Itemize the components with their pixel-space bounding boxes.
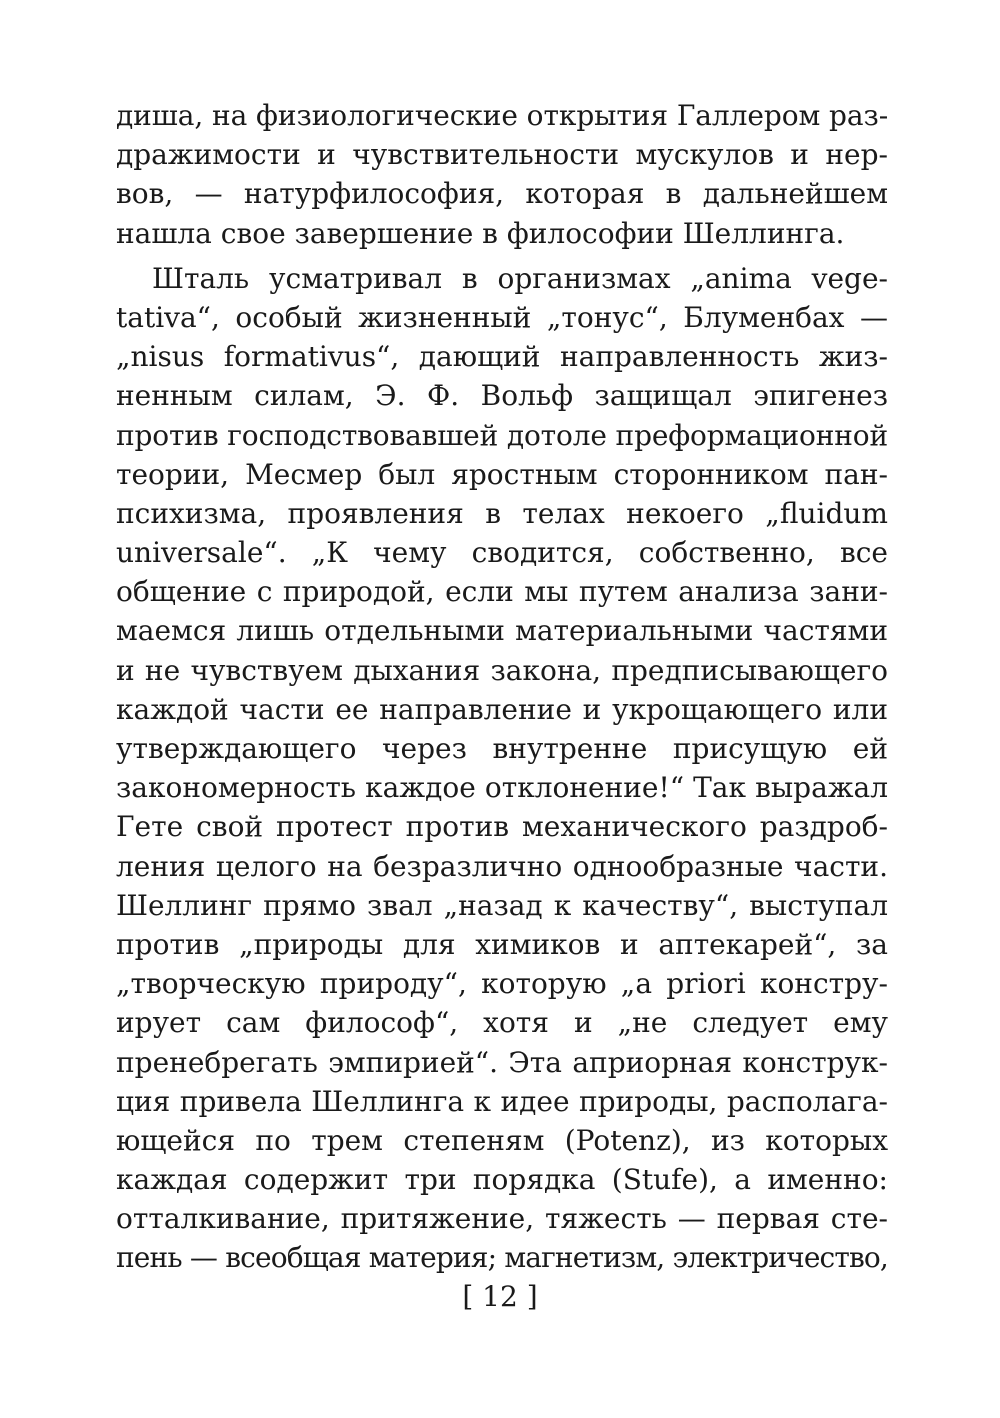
- text-line: ления целого на безразлично однообразные части.: [116, 849, 888, 883]
- text-line: ирует сам философ“, хотя и „не следует ему: [116, 1006, 888, 1040]
- text-line: диша, на физиологические открытия Галлером раз-: [116, 99, 889, 132]
- text-line: „творческую природу“, которую „a priori констру-: [116, 967, 888, 1001]
- text-line: ция привела Шеллинга к идее природы, располага-: [116, 1084, 888, 1118]
- text-line: ненным силам, Э. Ф. Вольф защищал эпигенез: [116, 379, 888, 413]
- text-line: против господствовавшей дотоле преформационной: [116, 418, 888, 452]
- text-line: „nisus formativus“, дающий направленность жиз-: [116, 340, 888, 374]
- text-line: против „природы для химиков и аптекарей“, за: [116, 927, 888, 961]
- text-line: нашла свое завершение в философии Шеллинга.: [116, 216, 845, 250]
- text-line: закономерность каждое отклонение!“ Так выражал: [116, 771, 888, 805]
- page-number: [ 12 ]: [462, 1280, 538, 1313]
- body-text: [116, 96, 888, 1278]
- text-line: Шеллинг прямо звал „назад к качеству“, выступал: [116, 888, 888, 922]
- text-line: общение с природой, если мы путем анализа зани-: [116, 575, 888, 609]
- text-line: каждой части ее направление и укрощающего или: [116, 692, 888, 726]
- text-line: ющейся по трем степеням (Potenz), из которых: [116, 1123, 888, 1157]
- text-line: пень — всеобщая материя; магнетизм, электричество,: [116, 1241, 888, 1275]
- text-line: дражимости и чувствительности мускулов и нер-: [116, 138, 888, 172]
- text-line: Гете свой протест против механического раздроб-: [116, 810, 888, 844]
- text-line: утверждающего через внутренне присущую ей: [116, 732, 888, 765]
- text-line: теории, Месмер был яростным сторонником пан-: [116, 457, 888, 491]
- text-line: пренебрегать эмпирией“. Эта априорная конструк-: [116, 1045, 888, 1079]
- text-line: психизма, проявления в телах некоего „fluidum: [116, 496, 888, 530]
- text-line: каждая содержит три порядка (Stufe), а именно:: [116, 1163, 888, 1197]
- text-line: и не чувствуем дыхания закона, предписывающего: [116, 653, 888, 687]
- text-line: вов, — натурфилософия, которая в дальнейшем: [116, 177, 888, 211]
- text-line: отталкивание, притяжение, тяжесть — первая сте-: [116, 1202, 888, 1236]
- text-line: tativa“, особый жизненный „тонус“, Блуменбах —: [116, 300, 888, 334]
- text-line: universale“. „К чему сводится, собственно, все: [116, 536, 888, 570]
- text-line: Шталь усматривал в организмах „anima vege-: [152, 261, 888, 295]
- text-line: маемся лишь отдельными материальными частями: [116, 614, 888, 648]
